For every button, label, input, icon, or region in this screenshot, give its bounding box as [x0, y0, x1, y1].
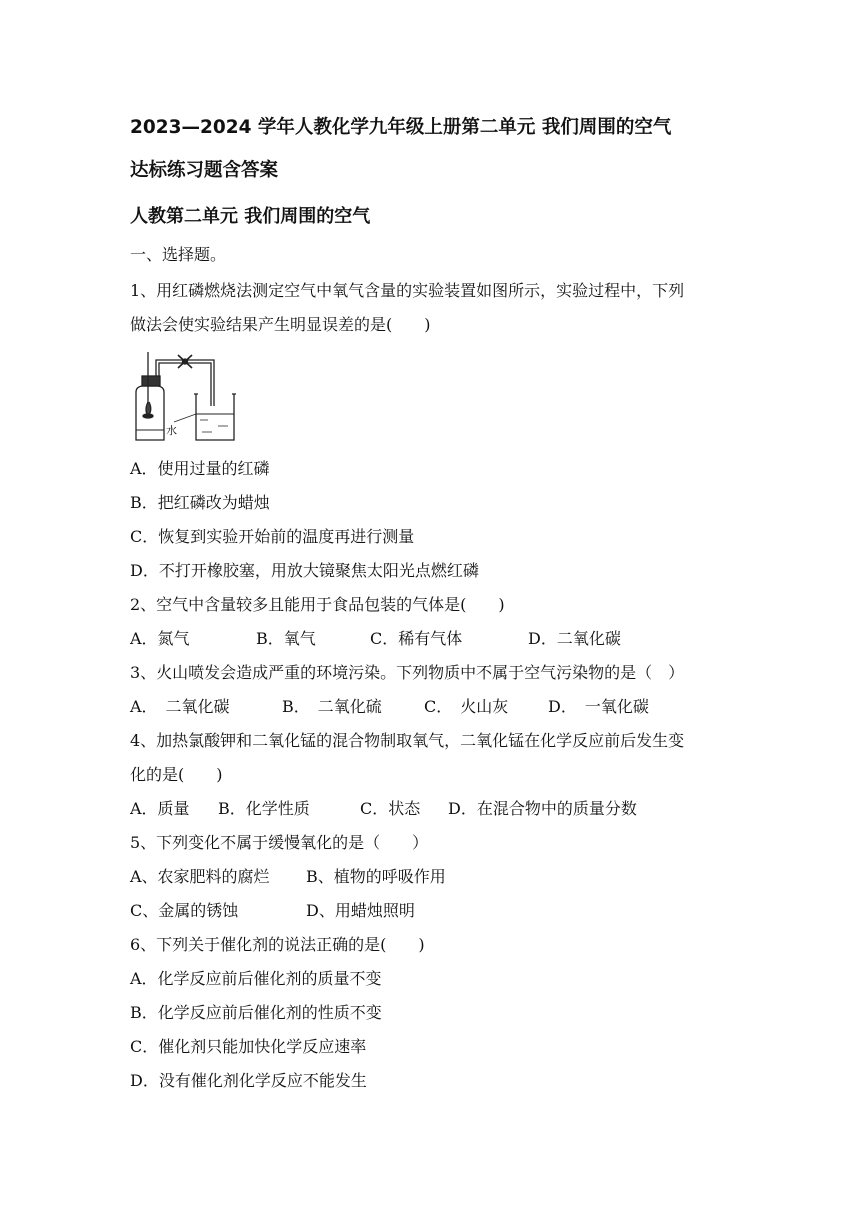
q1-option-a: A．使用过量的红磷 — [130, 459, 270, 478]
q2-option-a: A．氮气 — [130, 629, 190, 648]
q3-options — [130, 696, 649, 718]
stopper — [142, 376, 160, 386]
water-label: 水 — [166, 424, 177, 437]
q3-option-c: C． 火山灰 — [424, 697, 509, 716]
apparatus-diagram — [128, 350, 240, 444]
doc-title-line1: 2023—2024 学年人教化学九年级上册第二单元 我们周围的空气 — [130, 117, 672, 138]
q4-option-a: A．质量 — [130, 799, 190, 818]
q2-option-d: D．二氧化碳 — [528, 629, 621, 648]
q3-option-b: B． 二氧化硫 — [282, 697, 382, 716]
q5-option-a: A、农家肥料的腐烂 — [130, 867, 270, 886]
q1-stem-line1: 1、用红磷燃烧法测定空气中氧气含量的实验装置如图所示，实验过程中，下列 — [130, 281, 685, 300]
q2-stem: 2、空气中含量较多且能用于食品包装的气体是( ) — [130, 595, 505, 614]
q2-options — [130, 628, 621, 650]
q5-option-b: B、植物的呼吸作用 — [306, 867, 446, 886]
q3-option-a: A． 二氧化碳 — [130, 697, 230, 716]
q2-option-b: B．氧气 — [256, 629, 316, 648]
q6-option-c: C．催化剂只能加快化学反应速率 — [130, 1037, 367, 1056]
q5-options-row1 — [130, 866, 446, 888]
q6-stem: 6、下列关于催化剂的说法正确的是( ) — [130, 935, 425, 954]
q4-option-d: D．在混合物中的质量分数 — [448, 799, 637, 818]
q1-option-d: D．不打开橡胶塞，用放大镜聚焦太阳光点燃红磷 — [130, 561, 479, 580]
q1-option-b: B．把红磷改为蜡烛 — [130, 493, 270, 512]
q4-option-c: C．状态 — [360, 799, 421, 818]
q4-stem-line2: 化的是( ) — [130, 765, 223, 784]
apparatus-figure — [128, 350, 240, 444]
q4-stem-line1: 4、加热氯酸钾和二氧化锰的混合物制取氧气，二氧化锰在化学反应前后发生变 — [130, 731, 685, 750]
q2-option-c: C．稀有气体 — [370, 629, 463, 648]
q6-option-d: D．没有催化剂化学反应不能发生 — [130, 1071, 367, 1090]
q5-option-d: D、用蜡烛照明 — [306, 901, 415, 920]
doc-title-line2: 达标练习题含答案 — [130, 160, 279, 181]
q1-option-c: C．恢复到实验开始前的温度再进行测量 — [130, 527, 415, 546]
doc-subtitle: 人教第二单元 我们周围的空气 — [130, 206, 371, 227]
beaker-outline — [196, 394, 234, 440]
q4-option-b: B．化学性质 — [218, 799, 310, 818]
q3-option-d: D． 一氧化碳 — [548, 697, 649, 716]
q5-option-c: C、金属的锈蚀 — [130, 901, 239, 920]
q4-options — [130, 798, 637, 820]
q3-stem: 3、火山喷发会造成严重的环境污染。下列物质中不属于空气污染物的是（ ） — [130, 663, 685, 682]
q5-stem: 5、下列变化不属于缓慢氧化的是（ ） — [130, 833, 429, 852]
q1-stem-line2: 做法会使实验结果产生明显误差的是( ) — [130, 315, 431, 334]
q6-option-a: A．化学反应前后催化剂的质量不变 — [130, 969, 382, 988]
q6-option-b: B．化学反应前后催化剂的性质不变 — [130, 1003, 382, 1022]
section-heading: 一、选择题。 — [130, 245, 227, 264]
q5-options-row2 — [130, 900, 415, 922]
